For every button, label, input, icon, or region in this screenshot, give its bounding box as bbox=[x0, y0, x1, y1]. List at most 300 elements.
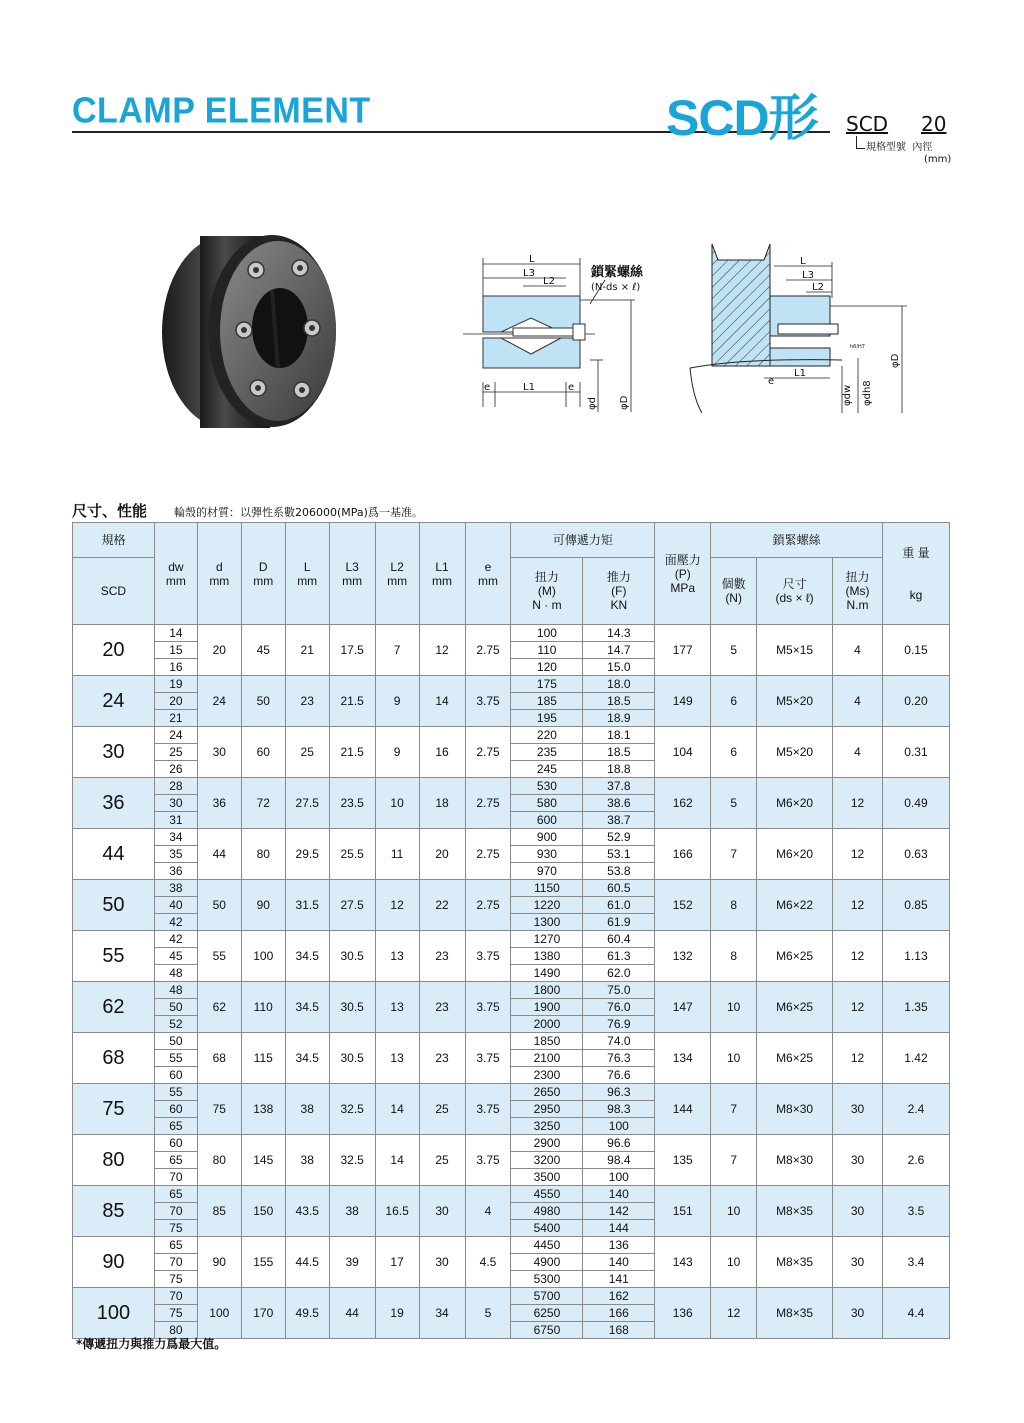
cell-p: 132 bbox=[655, 931, 711, 982]
cell-l: 21 bbox=[285, 625, 329, 676]
cell-kg: 1.13 bbox=[882, 931, 949, 982]
cell-e: 2.75 bbox=[465, 880, 511, 931]
cell-p: 162 bbox=[655, 778, 711, 829]
cell-dw: 75 bbox=[154, 1271, 197, 1288]
cell-torque: 2950 bbox=[511, 1101, 583, 1118]
cell-p: 149 bbox=[655, 676, 711, 727]
dim2-L1: L1 bbox=[794, 368, 806, 379]
cell-e: 2.75 bbox=[465, 727, 511, 778]
cell-thrust: 140 bbox=[583, 1186, 655, 1203]
cell-l: 38 bbox=[285, 1135, 329, 1186]
cell-thrust: 76.9 bbox=[583, 1016, 655, 1033]
table-row bbox=[73, 1033, 950, 1050]
cell-size: M8×30 bbox=[757, 1084, 833, 1135]
cell-ms: 12 bbox=[833, 982, 883, 1033]
cell-d: 90 bbox=[241, 880, 285, 931]
cell-d: 80 bbox=[197, 1135, 241, 1186]
cell-l3: 27.5 bbox=[329, 880, 375, 931]
cell-dw: 42 bbox=[154, 931, 197, 948]
cell-torque: 110 bbox=[511, 642, 583, 659]
cell-scd: 62 bbox=[73, 982, 155, 1033]
cell-torque: 900 bbox=[511, 829, 583, 846]
cell-l3: 32.5 bbox=[329, 1135, 375, 1186]
cell-ms: 30 bbox=[833, 1237, 883, 1288]
cell-torque: 1900 bbox=[511, 999, 583, 1016]
table-row bbox=[73, 829, 950, 846]
cell-ms: 30 bbox=[833, 1084, 883, 1135]
cell-n: 5 bbox=[711, 778, 757, 829]
cell-thrust: 76.6 bbox=[583, 1067, 655, 1084]
cell-dw: 38 bbox=[154, 880, 197, 897]
cell-dw: 34 bbox=[154, 829, 197, 846]
cell-l3: 23.5 bbox=[329, 778, 375, 829]
code-example-series: SCD bbox=[846, 112, 889, 136]
cell-d: 72 bbox=[241, 778, 285, 829]
section-drawing-2 bbox=[682, 238, 912, 418]
cell-d: 100 bbox=[241, 931, 285, 982]
cell-torque: 4980 bbox=[511, 1203, 583, 1220]
dim-phi-d: φd bbox=[587, 397, 598, 410]
cell-l1: 16 bbox=[419, 727, 465, 778]
table-row bbox=[73, 778, 950, 795]
cell-torque: 970 bbox=[511, 863, 583, 880]
cell-n: 5 bbox=[711, 625, 757, 676]
dim2-L3: L3 bbox=[802, 270, 814, 281]
cell-thrust: 162 bbox=[583, 1288, 655, 1305]
cell-scd: 80 bbox=[73, 1135, 155, 1186]
bore bbox=[252, 288, 308, 368]
cell-thrust: 74.0 bbox=[583, 1033, 655, 1050]
dim2-phi-dh8: φdh8 bbox=[862, 380, 873, 406]
table-row bbox=[73, 1186, 950, 1203]
th-L1: L1 mm bbox=[419, 523, 465, 625]
cell-size: M6×20 bbox=[757, 829, 833, 880]
cell-dw: 35 bbox=[154, 846, 197, 863]
cell-p: 134 bbox=[655, 1033, 711, 1084]
cell-thrust: 53.8 bbox=[583, 863, 655, 880]
cell-l: 29.5 bbox=[285, 829, 329, 880]
cell-torque: 5300 bbox=[511, 1271, 583, 1288]
cell-l3: 21.5 bbox=[329, 676, 375, 727]
dim-e-right: e bbox=[568, 382, 575, 393]
th-screw-torque: 扭力 (Ms) N.m bbox=[833, 558, 883, 625]
cell-e: 5 bbox=[465, 1288, 511, 1339]
cell-size: M8×30 bbox=[757, 1135, 833, 1186]
cell-l1: 20 bbox=[419, 829, 465, 880]
cell-l2: 7 bbox=[375, 625, 419, 676]
cell-torque: 185 bbox=[511, 693, 583, 710]
cell-d: 110 bbox=[241, 982, 285, 1033]
cell-dw: 28 bbox=[154, 778, 197, 795]
cell-d: 55 bbox=[197, 931, 241, 982]
cell-size: M8×35 bbox=[757, 1288, 833, 1339]
code-legend bbox=[866, 142, 951, 166]
cell-n: 12 bbox=[711, 1288, 757, 1339]
cell-l1: 12 bbox=[419, 625, 465, 676]
cell-torque: 1220 bbox=[511, 897, 583, 914]
cell-thrust: 166 bbox=[583, 1305, 655, 1322]
cell-thrust: 18.5 bbox=[583, 744, 655, 761]
cell-torque: 3250 bbox=[511, 1118, 583, 1135]
cell-d: 150 bbox=[241, 1186, 285, 1237]
cell-d: 90 bbox=[197, 1237, 241, 1288]
cell-torque: 1150 bbox=[511, 880, 583, 897]
dim2-L2: L2 bbox=[812, 282, 824, 293]
cell-torque: 1800 bbox=[511, 982, 583, 999]
cell-kg: 1.35 bbox=[882, 982, 949, 1033]
cell-dw: 50 bbox=[154, 999, 197, 1016]
code-example-bore: 20 bbox=[921, 112, 947, 136]
cell-n: 7 bbox=[711, 829, 757, 880]
cell-dw: 19 bbox=[154, 676, 197, 693]
cell-size: M6×22 bbox=[757, 880, 833, 931]
cell-dw: 65 bbox=[154, 1152, 197, 1169]
cell-l2: 13 bbox=[375, 1033, 419, 1084]
cell-thrust: 38.6 bbox=[583, 795, 655, 812]
table-row bbox=[73, 880, 950, 897]
cell-dw: 48 bbox=[154, 982, 197, 999]
cell-n: 8 bbox=[711, 931, 757, 982]
cell-d: 75 bbox=[197, 1084, 241, 1135]
cell-thrust: 96.3 bbox=[583, 1084, 655, 1101]
cell-dw: 80 bbox=[154, 1322, 197, 1339]
th-L3: L3 mm bbox=[329, 523, 375, 625]
cell-l3: 17.5 bbox=[329, 625, 375, 676]
cell-thrust: 168 bbox=[583, 1322, 655, 1339]
cell-torque: 6750 bbox=[511, 1322, 583, 1339]
cell-thrust: 136 bbox=[583, 1237, 655, 1254]
cell-e: 3.75 bbox=[465, 1033, 511, 1084]
cell-p: 151 bbox=[655, 1186, 711, 1237]
page-title: CLAMP ELEMENT bbox=[72, 91, 371, 131]
dim2-phi-dw: φdw bbox=[842, 384, 853, 406]
cell-dw: 45 bbox=[154, 948, 197, 965]
cell-d: 44 bbox=[197, 829, 241, 880]
cell-l1: 30 bbox=[419, 1237, 465, 1288]
cell-torque: 100 bbox=[511, 625, 583, 642]
th-L: L mm bbox=[285, 523, 329, 625]
code-label-series: 規格型號 bbox=[866, 142, 906, 153]
table-row bbox=[73, 1084, 950, 1101]
cell-n: 10 bbox=[711, 1033, 757, 1084]
table-row bbox=[73, 982, 950, 999]
cell-kg: 1.42 bbox=[882, 1033, 949, 1084]
cell-torque: 2900 bbox=[511, 1135, 583, 1152]
cell-l: 34.5 bbox=[285, 982, 329, 1033]
dim-L2: L2 bbox=[543, 276, 555, 287]
cell-d: 50 bbox=[241, 676, 285, 727]
cell-d: 45 bbox=[241, 625, 285, 676]
th-screw-group: 鎖緊螺絲 bbox=[711, 523, 883, 558]
cell-kg: 0.31 bbox=[882, 727, 949, 778]
product-photo bbox=[160, 228, 340, 433]
dim-phi-D: φD bbox=[619, 395, 630, 410]
cell-dw: 65 bbox=[154, 1118, 197, 1135]
cell-d: 170 bbox=[241, 1288, 285, 1339]
table-row bbox=[73, 1288, 950, 1305]
cell-kg: 0.49 bbox=[882, 778, 949, 829]
cell-torque: 175 bbox=[511, 676, 583, 693]
cell-thrust: 142 bbox=[583, 1203, 655, 1220]
cell-l1: 22 bbox=[419, 880, 465, 931]
cell-d: 85 bbox=[197, 1186, 241, 1237]
cell-l: 44.5 bbox=[285, 1237, 329, 1288]
cell-torque: 4550 bbox=[511, 1186, 583, 1203]
cell-thrust: 18.8 bbox=[583, 761, 655, 778]
cell-scd: 44 bbox=[73, 829, 155, 880]
dim-L3: L3 bbox=[523, 268, 535, 279]
cell-thrust: 144 bbox=[583, 1220, 655, 1237]
cell-n: 8 bbox=[711, 880, 757, 931]
cell-l2: 14 bbox=[375, 1135, 419, 1186]
th-d: d mm bbox=[197, 523, 241, 625]
cell-d: 50 bbox=[197, 880, 241, 931]
cell-dw: 42 bbox=[154, 914, 197, 931]
cell-thrust: 100 bbox=[583, 1118, 655, 1135]
cell-l2: 12 bbox=[375, 880, 419, 931]
cell-dw: 26 bbox=[154, 761, 197, 778]
cell-l: 34.5 bbox=[285, 1033, 329, 1084]
cell-dw: 36 bbox=[154, 863, 197, 880]
cell-dw: 60 bbox=[154, 1067, 197, 1084]
cell-n: 10 bbox=[711, 1237, 757, 1288]
cell-n: 6 bbox=[711, 727, 757, 778]
cell-dw: 16 bbox=[154, 659, 197, 676]
cell-p: 135 bbox=[655, 1135, 711, 1186]
cell-l3: 30.5 bbox=[329, 1033, 375, 1084]
cell-torque: 3500 bbox=[511, 1169, 583, 1186]
cell-size: M6×25 bbox=[757, 982, 833, 1033]
table-row bbox=[73, 676, 950, 693]
cell-d: 60 bbox=[241, 727, 285, 778]
cell-n: 10 bbox=[711, 1186, 757, 1237]
cell-dw: 65 bbox=[154, 1237, 197, 1254]
cell-torque: 1850 bbox=[511, 1033, 583, 1050]
cell-l: 23 bbox=[285, 676, 329, 727]
cell-dw: 75 bbox=[154, 1220, 197, 1237]
cell-d: 138 bbox=[241, 1084, 285, 1135]
footnote: *傳遞扭力與推力爲最大值。 bbox=[76, 1337, 227, 1351]
cell-scd: 20 bbox=[73, 625, 155, 676]
cell-scd: 100 bbox=[73, 1288, 155, 1339]
cell-l2: 9 bbox=[375, 676, 419, 727]
cell-l1: 14 bbox=[419, 676, 465, 727]
cell-thrust: 60.5 bbox=[583, 880, 655, 897]
cell-dw: 48 bbox=[154, 965, 197, 982]
cell-p: 144 bbox=[655, 1084, 711, 1135]
cell-e: 4.5 bbox=[465, 1237, 511, 1288]
cell-torque: 220 bbox=[511, 727, 583, 744]
cell-thrust: 53.1 bbox=[583, 846, 655, 863]
cell-scd: 90 bbox=[73, 1237, 155, 1288]
cell-torque: 5700 bbox=[511, 1288, 583, 1305]
cell-l2: 9 bbox=[375, 727, 419, 778]
table-row bbox=[73, 727, 950, 744]
cell-dw: 70 bbox=[154, 1203, 197, 1220]
cell-e: 3.75 bbox=[465, 676, 511, 727]
cell-thrust: 61.0 bbox=[583, 897, 655, 914]
cell-thrust: 98.4 bbox=[583, 1152, 655, 1169]
table-row bbox=[73, 931, 950, 948]
cell-kg: 3.4 bbox=[882, 1237, 949, 1288]
cell-l2: 10 bbox=[375, 778, 419, 829]
table-row bbox=[73, 1135, 950, 1152]
cell-size: M5×20 bbox=[757, 727, 833, 778]
cell-dw: 55 bbox=[154, 1050, 197, 1067]
section-heading: 尺寸、性能 bbox=[72, 502, 148, 520]
cell-l3: 30.5 bbox=[329, 982, 375, 1033]
cell-torque: 2300 bbox=[511, 1067, 583, 1084]
cell-torque: 5400 bbox=[511, 1220, 583, 1237]
cell-torque: 1270 bbox=[511, 931, 583, 948]
table-row bbox=[73, 1237, 950, 1254]
cell-l2: 13 bbox=[375, 982, 419, 1033]
dim2-L: L bbox=[800, 256, 806, 267]
code-label-unit: (mm) bbox=[924, 154, 952, 165]
cell-l1: 23 bbox=[419, 931, 465, 982]
cell-ms: 30 bbox=[833, 1186, 883, 1237]
screw-label: 鎖緊螺絲 bbox=[591, 265, 644, 280]
cell-scd: 68 bbox=[73, 1033, 155, 1084]
dim-L: L bbox=[529, 254, 535, 265]
th-spec: 規格 bbox=[73, 523, 155, 558]
cell-l3: 25.5 bbox=[329, 829, 375, 880]
th-count: 個數 (N) bbox=[711, 558, 757, 625]
cell-scd: 75 bbox=[73, 1084, 155, 1135]
th-spec-sub: SCD bbox=[73, 558, 155, 625]
dim2-e: e bbox=[768, 376, 775, 387]
th-pressure: 面壓力 (P) MPa bbox=[655, 523, 711, 625]
cell-thrust: 76.0 bbox=[583, 999, 655, 1016]
cell-dw: 14 bbox=[154, 625, 197, 642]
cell-thrust: 61.3 bbox=[583, 948, 655, 965]
cell-p: 104 bbox=[655, 727, 711, 778]
cell-d: 30 bbox=[197, 727, 241, 778]
cell-torque: 1300 bbox=[511, 914, 583, 931]
cell-thrust: 18.0 bbox=[583, 676, 655, 693]
cell-dw: 70 bbox=[154, 1254, 197, 1271]
cell-thrust: 14.7 bbox=[583, 642, 655, 659]
cell-l1: 34 bbox=[419, 1288, 465, 1339]
th-L2: L2 mm bbox=[375, 523, 419, 625]
cell-thrust: 15.0 bbox=[583, 659, 655, 676]
cell-l: 49.5 bbox=[285, 1288, 329, 1339]
cell-kg: 0.20 bbox=[882, 676, 949, 727]
cell-l1: 23 bbox=[419, 982, 465, 1033]
dim2-phi-D: φD bbox=[890, 353, 901, 368]
th-e: e mm bbox=[465, 523, 511, 625]
cell-scd: 50 bbox=[73, 880, 155, 931]
cell-ms: 12 bbox=[833, 931, 883, 982]
section-note: 輪殼的材質：以彈性系數206000(MPa)爲一基准。 bbox=[174, 506, 423, 519]
cell-torque: 3200 bbox=[511, 1152, 583, 1169]
cell-p: 166 bbox=[655, 829, 711, 880]
cell-torque: 6250 bbox=[511, 1305, 583, 1322]
cell-dw: 40 bbox=[154, 897, 197, 914]
cell-kg: 0.63 bbox=[882, 829, 949, 880]
cell-torque: 4900 bbox=[511, 1254, 583, 1271]
cell-size: M5×15 bbox=[757, 625, 833, 676]
cell-d: 62 bbox=[197, 982, 241, 1033]
section-drawing-1 bbox=[455, 232, 660, 422]
cell-thrust: 140 bbox=[583, 1254, 655, 1271]
cell-torque: 580 bbox=[511, 795, 583, 812]
cell-l3: 44 bbox=[329, 1288, 375, 1339]
cell-l1: 30 bbox=[419, 1186, 465, 1237]
cell-l: 25 bbox=[285, 727, 329, 778]
cell-thrust: 100 bbox=[583, 1169, 655, 1186]
cell-thrust: 62.0 bbox=[583, 965, 655, 982]
cell-d: 68 bbox=[197, 1033, 241, 1084]
cell-thrust: 75.0 bbox=[583, 982, 655, 999]
cell-dw: 15 bbox=[154, 642, 197, 659]
cell-thrust: 52.9 bbox=[583, 829, 655, 846]
cell-l1: 18 bbox=[419, 778, 465, 829]
cell-l2: 14 bbox=[375, 1084, 419, 1135]
cell-l: 31.5 bbox=[285, 880, 329, 931]
cell-p: 143 bbox=[655, 1237, 711, 1288]
cell-p: 147 bbox=[655, 982, 711, 1033]
cell-ms: 12 bbox=[833, 880, 883, 931]
cell-e: 4 bbox=[465, 1186, 511, 1237]
code-bracket bbox=[856, 136, 865, 149]
cell-size: M8×35 bbox=[757, 1237, 833, 1288]
spec-table-body bbox=[73, 625, 950, 1339]
cell-torque: 930 bbox=[511, 846, 583, 863]
cell-torque: 1380 bbox=[511, 948, 583, 965]
cell-torque: 245 bbox=[511, 761, 583, 778]
cell-torque: 2100 bbox=[511, 1050, 583, 1067]
cell-thrust: 18.5 bbox=[583, 693, 655, 710]
cell-l1: 23 bbox=[419, 1033, 465, 1084]
cell-ms: 4 bbox=[833, 625, 883, 676]
cell-n: 10 bbox=[711, 982, 757, 1033]
cell-dw: 65 bbox=[154, 1186, 197, 1203]
cell-l3: 21.5 bbox=[329, 727, 375, 778]
cell-dw: 52 bbox=[154, 1016, 197, 1033]
cell-torque: 235 bbox=[511, 744, 583, 761]
th-weight: 重 量 kg bbox=[882, 523, 949, 625]
cell-kg: 3.5 bbox=[882, 1186, 949, 1237]
cell-dw: 70 bbox=[154, 1169, 197, 1186]
cell-l2: 19 bbox=[375, 1288, 419, 1339]
cell-thrust: 96.6 bbox=[583, 1135, 655, 1152]
cell-l3: 32.5 bbox=[329, 1084, 375, 1135]
cell-thrust: 76.3 bbox=[583, 1050, 655, 1067]
cell-dw: 20 bbox=[154, 693, 197, 710]
th-dw: dw mm bbox=[154, 523, 197, 625]
cell-l: 27.5 bbox=[285, 778, 329, 829]
cell-kg: 0.85 bbox=[882, 880, 949, 931]
dim2-fit: h6/H7 bbox=[850, 344, 865, 350]
cell-torque: 195 bbox=[511, 710, 583, 727]
cell-scd: 55 bbox=[73, 931, 155, 982]
cell-e: 2.75 bbox=[465, 829, 511, 880]
cell-thrust: 18.9 bbox=[583, 710, 655, 727]
cell-l2: 13 bbox=[375, 931, 419, 982]
cell-dw: 24 bbox=[154, 727, 197, 744]
cell-dw: 55 bbox=[154, 1084, 197, 1101]
cell-size: M6×20 bbox=[757, 778, 833, 829]
th-D: D mm bbox=[241, 523, 285, 625]
cell-l2: 17 bbox=[375, 1237, 419, 1288]
cell-scd: 24 bbox=[73, 676, 155, 727]
cell-d: 115 bbox=[241, 1033, 285, 1084]
model-name: SCD形 bbox=[666, 90, 818, 146]
cell-l3: 38 bbox=[329, 1186, 375, 1237]
cell-kg: 2.6 bbox=[882, 1135, 949, 1186]
cell-l3: 30.5 bbox=[329, 931, 375, 982]
